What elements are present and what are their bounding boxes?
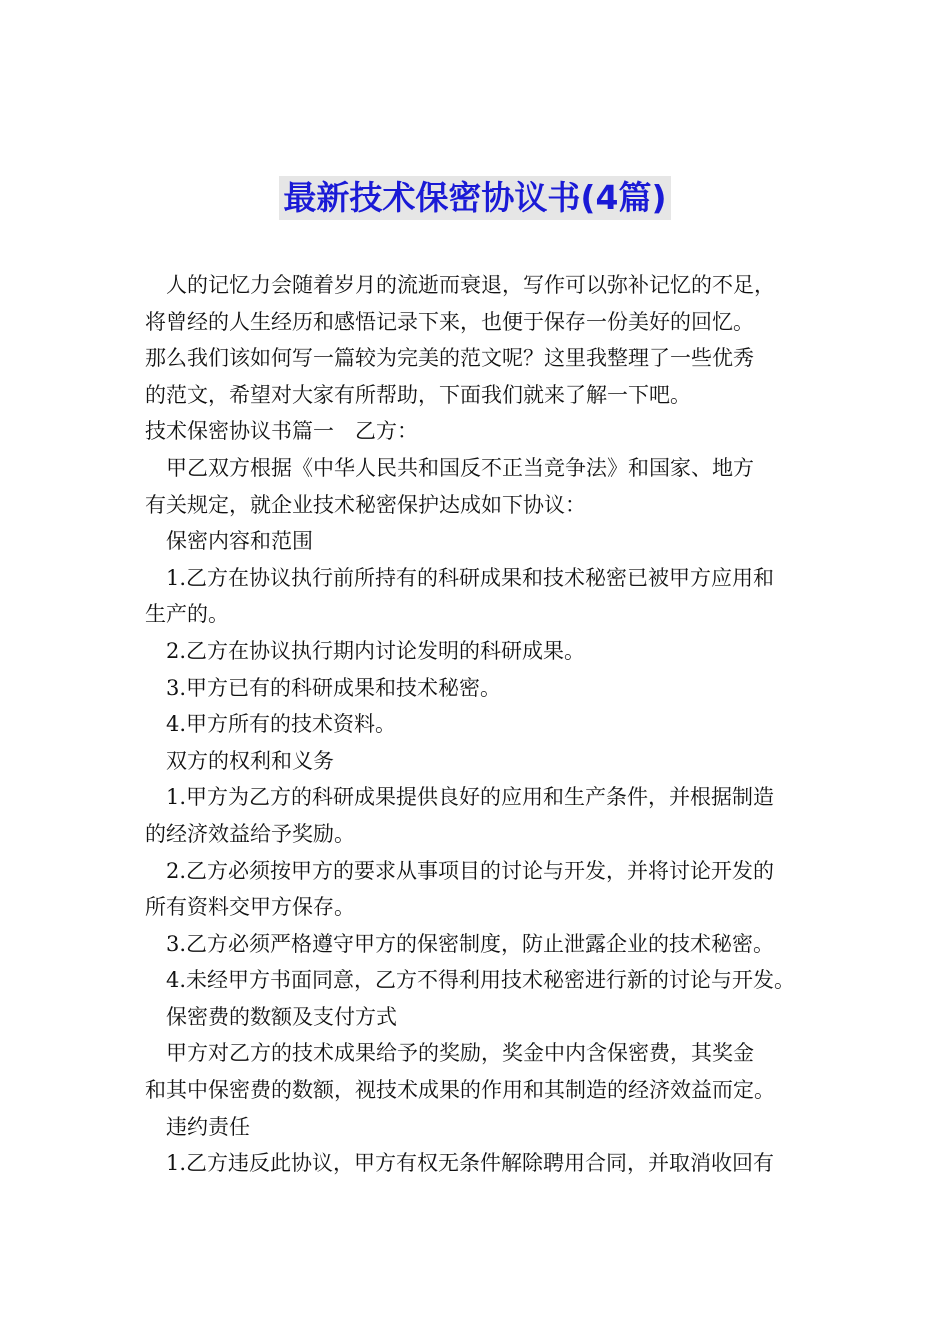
body-line: 那么我们该如何写一篇较为完美的范文呢？这里我整理了一些优秀 (145, 346, 754, 371)
body-line: 有关规定，就企业技术秘密保护达成如下协议： (145, 492, 586, 517)
body-line: 保密内容和范围 (166, 529, 313, 554)
body-line: 的范文，希望对大家有所帮助，下面我们就来了解一下吧。 (145, 382, 691, 407)
body-line: 1.乙方在协议执行前所持有的科研成果和技术秘密已被甲方应用和 (166, 565, 775, 590)
body-line: 将曾经的人生经历和感悟记录下来，也便于保存一份美好的回忆。 (145, 309, 754, 334)
body-line: 1.甲方为乙方的科研成果提供良好的应用和生产条件，并根据制造 (166, 785, 775, 810)
body-line: 2.乙方必须按甲方的要求从事项目的讨论与开发，并将讨论开发的 (166, 858, 775, 883)
body-line: 人的记忆力会随着岁月的流逝而衰退，写作可以弥补记忆的不足， (166, 273, 775, 297)
body-line: 违约责任 (166, 1114, 250, 1139)
body-line: 技术保密协议书篇一 乙方： (145, 419, 418, 444)
body-line: 1.乙方违反此协议，甲方有权无条件解除聘用合同，并取消收回有 (166, 1151, 775, 1176)
body-line: 双方的权利和义务 (166, 748, 334, 773)
body-line: 2.乙方在协议执行期内讨论发明的科研成果。 (166, 638, 586, 663)
body-line: 和其中保密费的数额，视技术成果的作用和其制造的经济效益而定。 (145, 1078, 775, 1103)
body-line: 甲乙双方根据《中华人民共和国反不正当竞争法》和国家、地方 (166, 455, 754, 480)
title-container (0, 176, 950, 220)
body-line: 保密费的数额及支付方式 (166, 1004, 397, 1029)
body-line: 所有资料交甲方保存。 (145, 895, 355, 920)
body-line: 生产的。 (145, 602, 229, 627)
body-line: 3.乙方必须严格遵守甲方的保密制度，防止泄露企业的技术秘密。 (166, 931, 775, 956)
document-title: 最新技术保密协议书(4篇) (279, 176, 670, 220)
body-line: 甲方对乙方的技术成果给予的奖励，奖金中内含保密费，其奖金 (166, 1041, 754, 1066)
body-line: 4.未经甲方书面同意，乙方不得利用技术秘密进行新的讨论与开发。 (166, 968, 796, 993)
body-line: 的经济效益给予奖励。 (145, 821, 355, 846)
document-body (145, 267, 825, 1182)
body-line: 4.甲方所有的技术资料。 (166, 712, 397, 737)
body-line: 3.甲方已有的科研成果和技术秘密。 (166, 675, 502, 700)
